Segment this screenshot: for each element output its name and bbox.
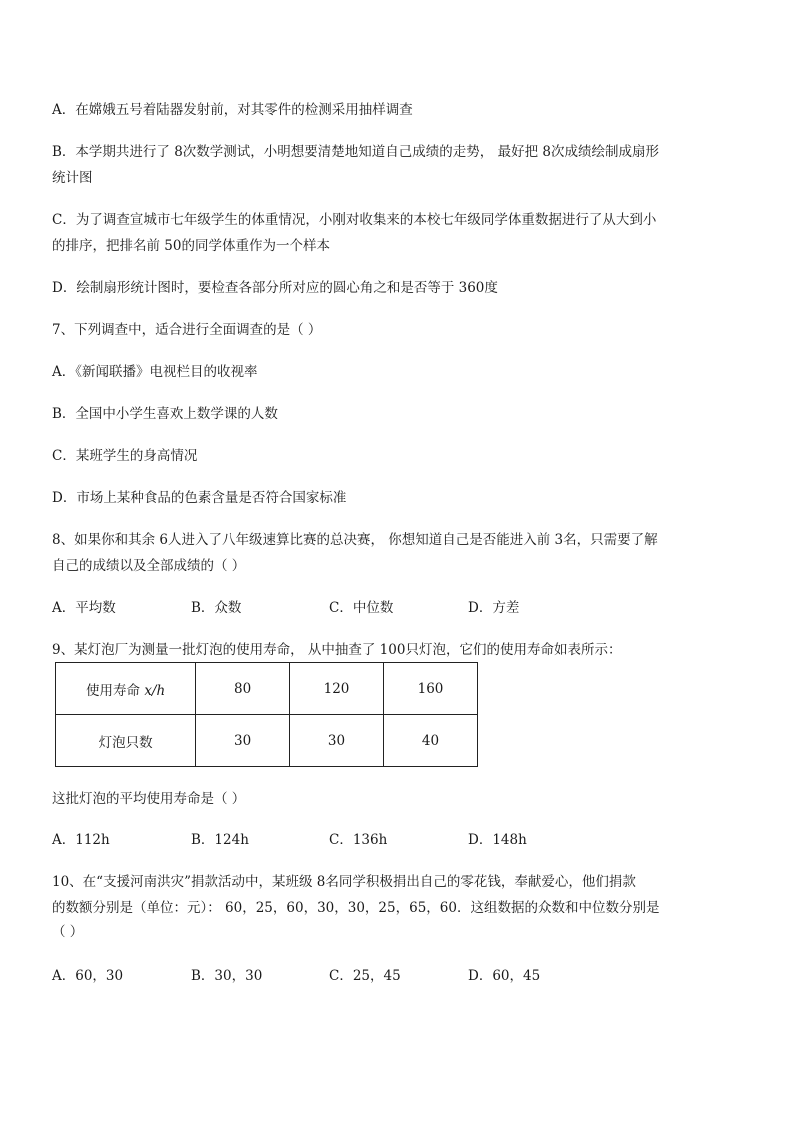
q6-option-d: D．绘制扇形统计图时，要检查各部分所对应的圆心角之和是否等于 360度 xyxy=(52,280,498,296)
q10-stem-line3: （ ） xyxy=(52,924,84,940)
table-cell: 160 xyxy=(384,663,478,715)
table-cell: 30 xyxy=(290,715,384,767)
q6-option-c-line1: C．为了调查宣城市七年级学生的体重情况，小刚对收集来的本校七年级同学体重数据进行了从大到小 xyxy=(52,212,657,228)
q7-option-d: D．市场上某种食品的色素含量是否符合国家标准 xyxy=(52,490,347,506)
q10-option-d: D．60，45 xyxy=(468,968,541,984)
q6-option-b-line2: 统计图 xyxy=(52,170,93,186)
table-cell: 120 xyxy=(290,663,384,715)
table-row xyxy=(56,715,478,767)
q10-option-a: A．60，30 xyxy=(52,968,124,984)
table-cell: 40 xyxy=(384,715,478,767)
q7-stem: 7、下列调查中，适合进行全面调查的是（ ） xyxy=(52,322,322,338)
q9-option-b: B．124h xyxy=(191,832,249,848)
q8-option-a: A．平均数 xyxy=(52,600,116,616)
q9-option-a: A．112h xyxy=(52,832,110,848)
q10-stem-line2: 的数额分别是（单位：元）： 60，25，60，30，30，25，65，60．这组数据的众数和中位数分别是 xyxy=(52,900,660,916)
q8-option-c: C．中位数 xyxy=(329,600,394,616)
q9-question: 这批灯泡的平均使用寿命是（ ） xyxy=(52,791,246,807)
q7-option-c: C．某班学生的身高情况 xyxy=(52,448,198,464)
q10-option-c: C．25，45 xyxy=(329,968,401,984)
lifespan-table xyxy=(55,662,478,767)
q10-option-b: B．30，30 xyxy=(191,968,263,984)
q7-option-a: A．《新闻联播》电视栏目的收视率 xyxy=(52,364,258,380)
q9-stem: 9、某灯泡厂为测量一批灯泡的使用寿命， 从中抽查了 100只灯泡，它们的使用寿命如表所示： xyxy=(52,642,622,658)
q8-stem-line1: 8、如果你和其余 6人进入了八年级速算比赛的总决赛， 你想知道自己是否能进入前 3名，只需要了解 xyxy=(52,532,658,548)
table-row xyxy=(56,663,478,715)
table-cell: 30 xyxy=(196,715,290,767)
q8-option-b: B．众数 xyxy=(191,600,242,616)
table-cell: 80 xyxy=(196,663,290,715)
q10-stem-line1: 10、在“支援河南洪灾”捐款活动中，某班级 8名同学积极捐出自己的零花钱，奉献爱心，他们捐款 xyxy=(52,874,636,890)
q8-option-d: D．方差 xyxy=(468,600,520,616)
table-header-cell: 灯泡只数 xyxy=(56,715,196,767)
q6-option-c-line2: 的排序，把排名前 50的同学体重作为一个样本 xyxy=(52,238,330,254)
q7-option-b: B．全国中小学生喜欢上数学课的人数 xyxy=(52,406,278,422)
q9-option-c: C．136h xyxy=(329,832,388,848)
table-header-cell: 使用寿命 x/h xyxy=(56,663,196,715)
q6-option-a: A．在嫦娥五号着陆器发射前，对其零件的检测采用抽样调查 xyxy=(52,102,413,118)
q9-option-d: D．148h xyxy=(468,832,527,848)
q8-stem-line2: 自己的成绩以及全部成绩的（ ） xyxy=(52,558,246,574)
q6-option-b-line1: B．本学期共进行了 8次数学测试，小明想要清楚地知道自己成绩的走势， 最好把 8次成绩绘制成扇形 xyxy=(52,144,659,160)
